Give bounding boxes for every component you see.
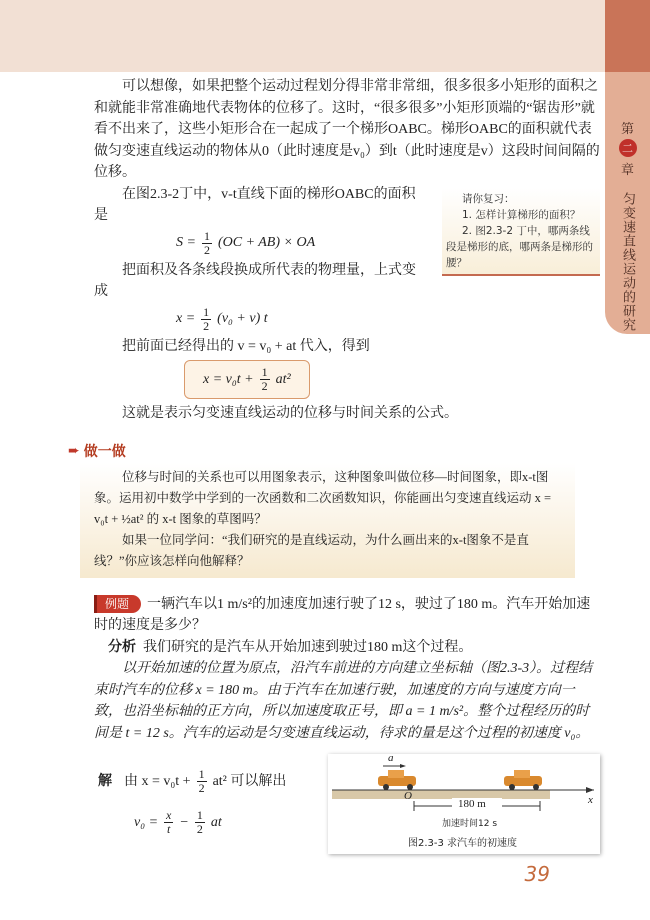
solution-line	[94, 768, 320, 795]
chapter-title: 匀变速直线运动的研究	[620, 192, 635, 332]
fraction-x-over-t	[164, 809, 173, 836]
analysis-text: 我们研究的是汽车从开始加速到驶过180 m这个过程。	[143, 639, 473, 655]
denominator: 2	[203, 318, 210, 333]
activity-p1: 位移与时间的关系也可以用图象表示，这种图象叫做位移—时间图象，即x-t图象。运用初中数学中学到的一次函数和二次函数知识，你能画出匀变速直线运动 x = v₀t + ½at² 的 x-t 图象的草图吗？	[94, 469, 552, 526]
formula-part: (v₀ + v) t	[217, 311, 268, 326]
accel-label: a	[388, 752, 394, 764]
formula-part: at	[210, 814, 222, 830]
fraction-half	[260, 366, 270, 393]
fraction-half	[195, 809, 205, 836]
analysis-label: 分析	[108, 639, 136, 655]
formula-part: at² 可以解出	[212, 773, 287, 789]
paragraph-4: 把前面已经得出的 v = v₀ + at 代入，得到	[122, 338, 370, 354]
formula-section	[94, 184, 600, 404]
paragraph-2: 在图2.3-2丁中，v-t直线下面的梯形OABC的面积是	[94, 186, 416, 223]
review-q2: 2. 图2.3-2 丁中，哪两条线段是梯形的底，哪两条是梯形的腰？	[446, 224, 593, 269]
formula-part: 由 x = v₀t +	[124, 773, 191, 789]
arrow-icon: ➨	[68, 442, 80, 459]
numerator: x	[166, 808, 172, 822]
paragraph-3: 把面积及各条线段换成所代表的物理量，上式变成	[94, 262, 416, 299]
denominator: 2	[196, 822, 203, 836]
main-column	[68, 76, 600, 886]
car-end-icon	[504, 770, 542, 790]
analysis-detail: 以开始加速的位置为原点，沿汽车前进的方向建立坐标轴（图2.3-3）。过程结束时汽车的位移 x = 180 m。由于汽车在加速行驶，加速度的方向与速度方向一致，也沿坐标轴的正方向，所以加速度取正号，即 a = 1 m/s²。整个过程经历的时间是 t = 12 s。汽车的运动是匀变速直线运动，待求的量是这个过程的初速度 v₀。	[94, 661, 593, 741]
numerator: 1	[198, 767, 205, 781]
fraction-half	[201, 306, 211, 333]
activity-title: 做一做	[83, 443, 126, 460]
solution-label: 解	[98, 773, 112, 789]
analysis	[94, 637, 600, 659]
fraction-half	[202, 230, 212, 257]
denominator: 2	[203, 242, 210, 257]
time-label: 加速时间12 s	[442, 819, 498, 829]
activity-p2: 如果一位同学问：“我们研究的是直线运动，为什么画出来的x-t图象不是直线？”你应该怎样向他解释？	[94, 532, 529, 568]
origin-label: O	[404, 790, 412, 802]
chapter-number: 二	[619, 139, 637, 157]
solution-equation	[134, 809, 320, 836]
car-start-icon	[378, 770, 416, 790]
formula-part: x = v₀t +	[203, 371, 254, 387]
arrowhead	[400, 764, 406, 768]
figure-2-3-3	[328, 754, 600, 854]
page-number: 39	[524, 862, 550, 886]
formula-part: S =	[176, 235, 196, 250]
activity-heading	[68, 441, 600, 461]
solution-section	[94, 754, 600, 854]
road	[332, 790, 550, 799]
formula-part: (OC + AB) × OA	[217, 235, 316, 250]
denominator: t	[167, 822, 171, 836]
chapter-prefix: 第	[620, 122, 634, 137]
formula-displacement-avg	[176, 306, 428, 333]
review-note	[442, 188, 600, 276]
paragraph-5: 这就是表示匀变速直线运动的位移与时间关系的公式。	[122, 406, 458, 421]
distance-label: 180 m	[458, 798, 486, 810]
axis-label: x	[588, 794, 593, 806]
denominator: 2	[261, 379, 268, 393]
chapter-suffix: 章	[620, 163, 634, 178]
numerator: 1	[196, 808, 203, 822]
formula-part: −	[179, 814, 189, 830]
review-q1: 1. 怎样计算梯形的面积？	[462, 208, 581, 221]
formula-part: v₀ =	[134, 814, 159, 830]
formula-area	[176, 230, 428, 257]
formula-part: x =	[176, 311, 196, 326]
key-formula-box	[184, 360, 310, 399]
figure-caption: 图2.3-3 求汽车的初速度	[408, 838, 518, 849]
activity-box	[80, 463, 575, 578]
chapter-tab-top	[605, 0, 650, 72]
review-title: 请你复习：	[462, 192, 515, 205]
example-badge: 例题	[94, 595, 141, 613]
fraction-half	[197, 768, 207, 795]
denominator: 2	[198, 781, 205, 795]
header-band	[0, 0, 605, 72]
question-text: 一辆汽车以1 m/s²的加速度加速行驶了12 s，驶过了180 m。汽车开始加速时的速度是多少？	[94, 596, 591, 633]
numerator: 1	[261, 365, 268, 379]
paragraph-1: 可以想像，如果把整个运动过程划分得非常非常细，很多很多小矩形的面积之和就能非常准确地代表物体的位移了。这时，“很多很多”小矩形顶端的“锯齿形”就看不出来了，这些小矩形合在一起成了一个梯形OABC。梯形OABC的面积就代表做匀变速直线运动的物体从0（此时速度是v₀）到t（此时速度是v）这段时间间隔的位移。	[94, 79, 600, 180]
chapter-tab	[605, 72, 650, 334]
numerator: 1	[203, 228, 210, 243]
example-question	[94, 594, 600, 637]
formula-part: at²	[275, 371, 291, 387]
formula-column	[94, 184, 428, 404]
solution-column	[94, 754, 320, 846]
numerator: 1	[203, 304, 210, 319]
axis-arrow	[586, 787, 594, 793]
